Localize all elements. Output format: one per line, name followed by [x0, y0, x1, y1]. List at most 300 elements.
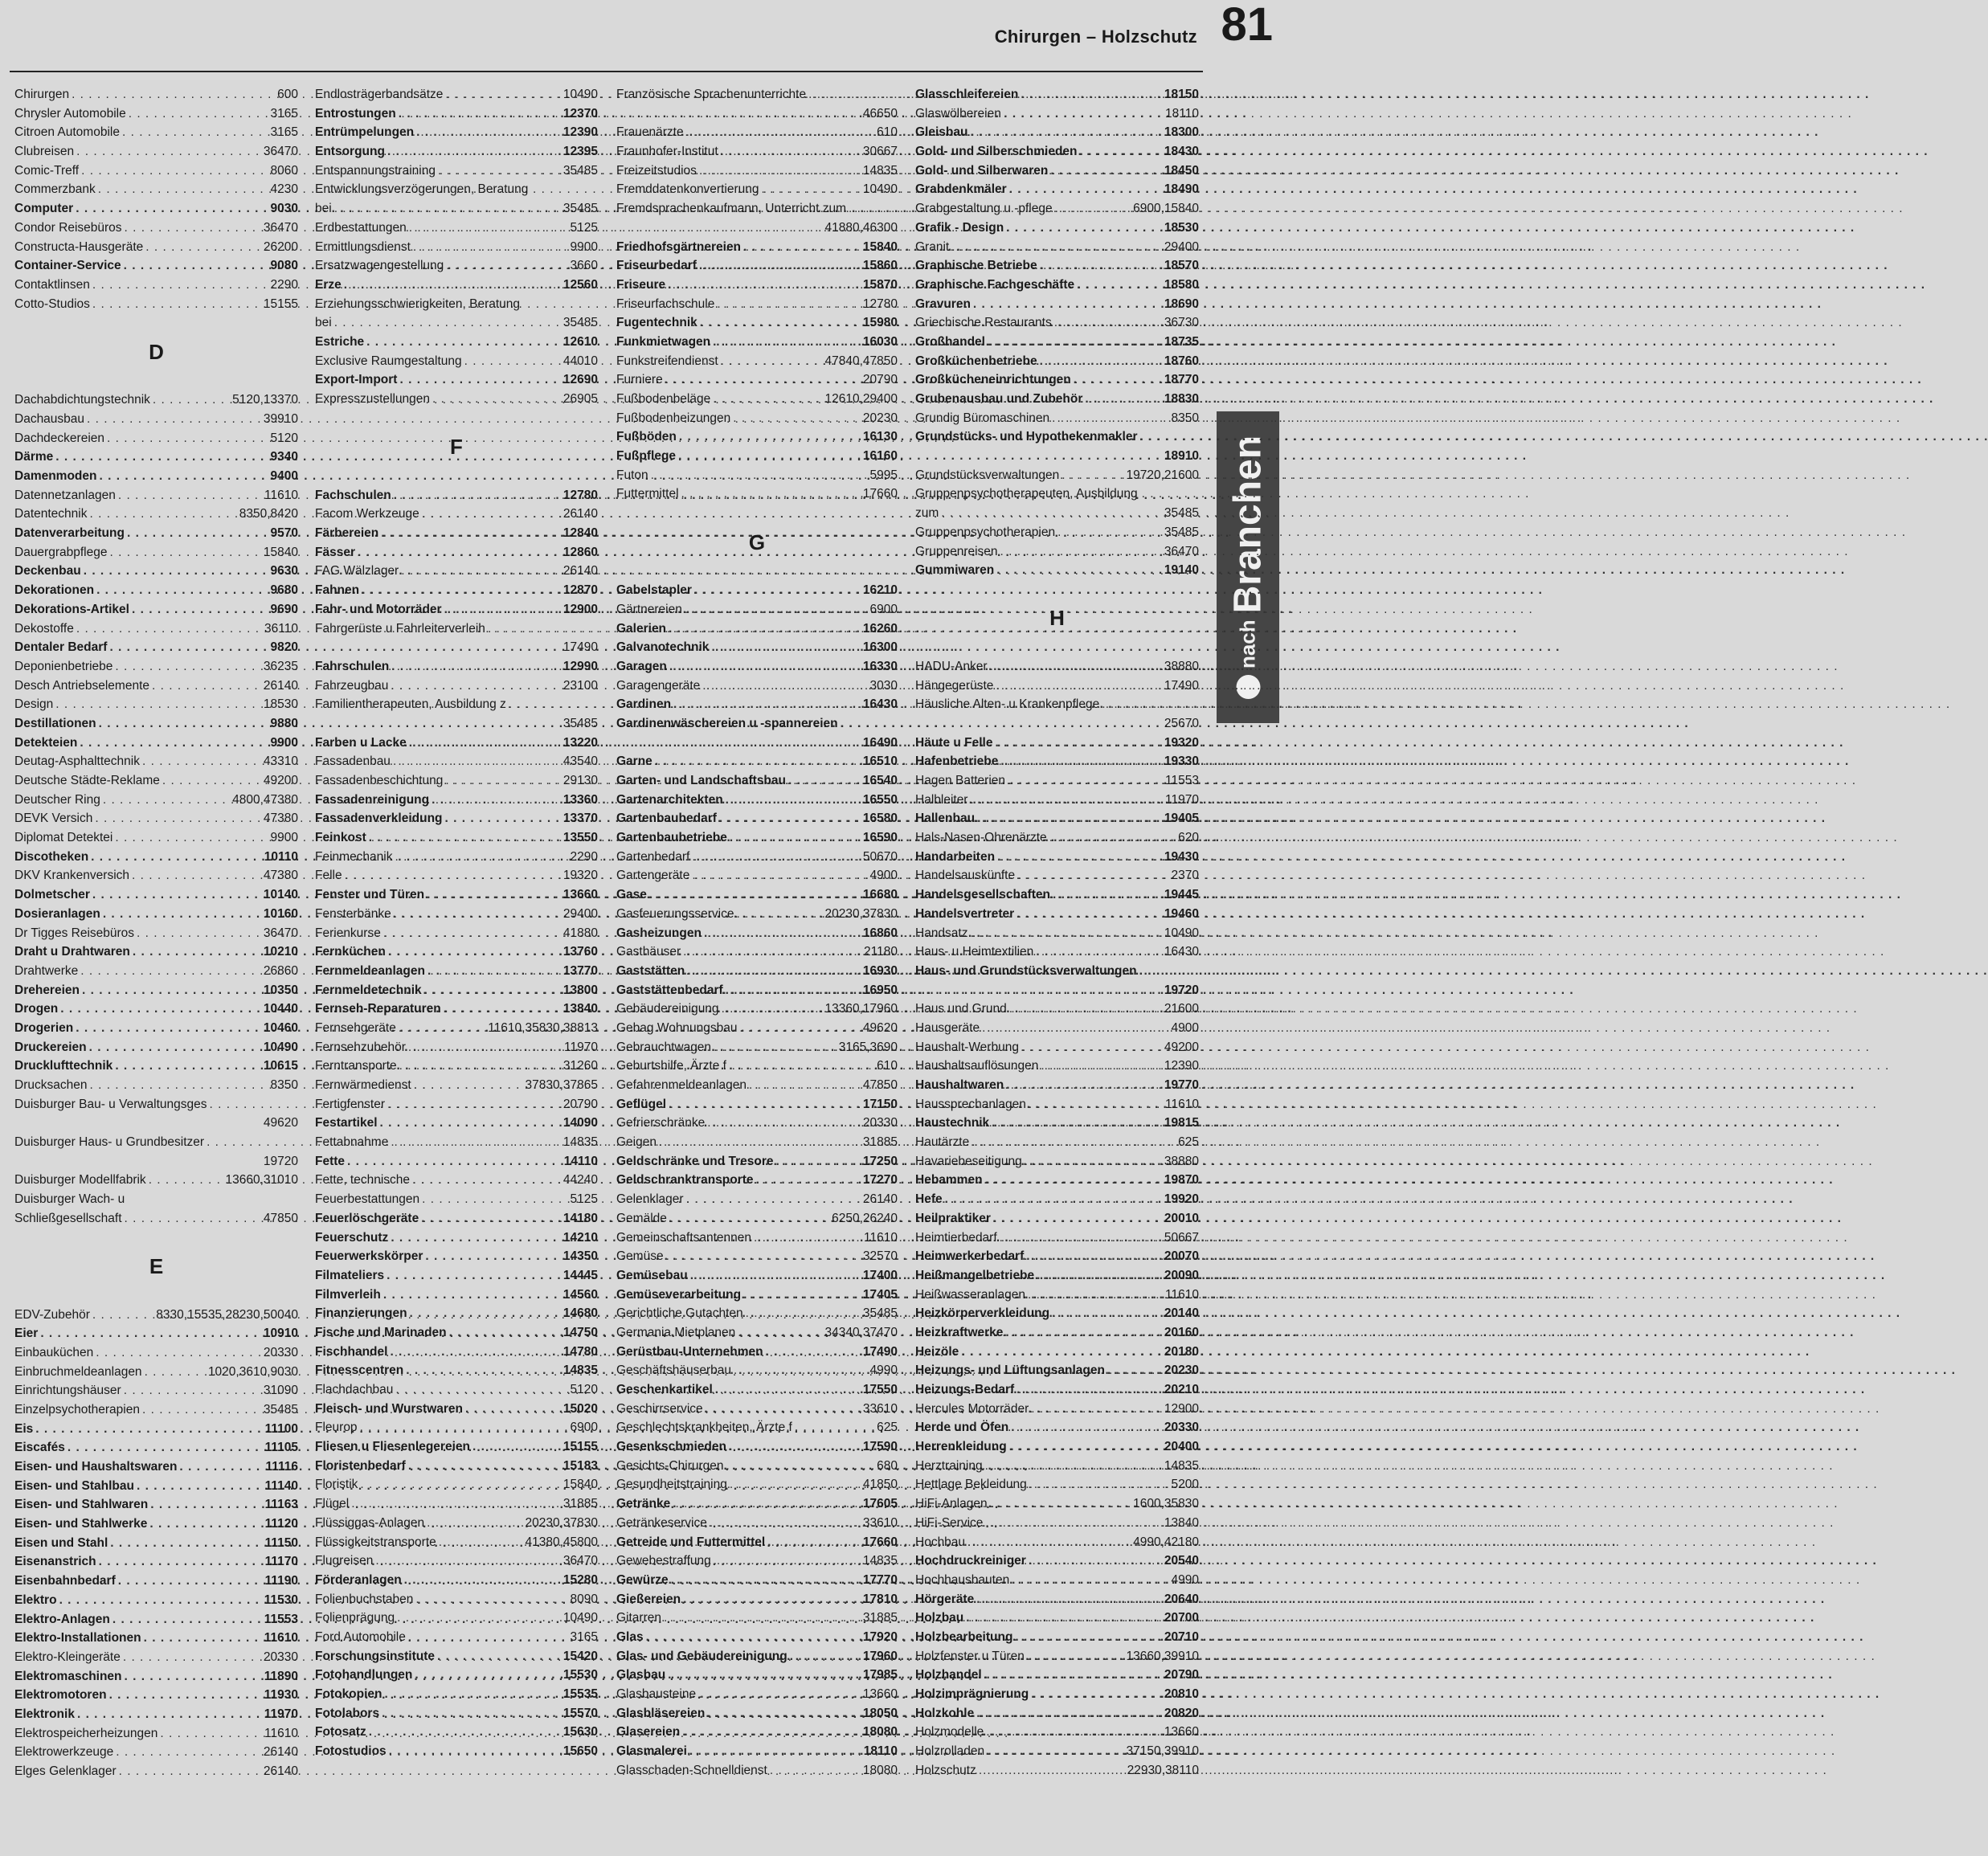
listing-code: 4990 — [1171, 1572, 1199, 1587]
listing-name: Herrenkleidung — [915, 1440, 1007, 1454]
dot-leader — [706, 1400, 861, 1419]
dot-leader — [103, 791, 230, 810]
listing-name: Container-Service — [14, 259, 121, 273]
dot-leader — [715, 1380, 861, 1400]
dot-leader — [841, 714, 895, 734]
listing-entry — [315, 1723, 598, 1742]
listing-name: Elektromotoren — [14, 1688, 107, 1703]
listing-name: Duisburger Bau- u Verwaltungsges — [14, 1097, 207, 1111]
listing-entry — [315, 809, 598, 828]
listing-code: 12690 — [562, 373, 598, 387]
listing-name: Feinmechanik — [315, 849, 393, 864]
listing-code: 20230,37830 — [824, 906, 898, 921]
listing-name: DKV Krankenversich — [14, 869, 130, 883]
listing-name: Grabgestaltung u -pflege — [915, 202, 1053, 216]
listing-code: 12610 — [562, 334, 598, 349]
listing-name: Gardinen — [616, 697, 672, 712]
listing-code: 13660 — [862, 1687, 898, 1701]
dot-leader — [409, 219, 568, 238]
dot-leader — [118, 1572, 263, 1591]
listing-name: Haus- und Grundstücksverwaltungen — [915, 963, 1137, 978]
listing-entry — [915, 1437, 1199, 1457]
listing-code: 11610 — [264, 488, 298, 502]
listing-name: Citroen Automobile — [14, 125, 120, 140]
listing-code: 19870 — [1164, 1173, 1199, 1188]
listing-name: Fernseh-Reparaturen — [315, 1002, 441, 1016]
listing-name: Glasereien — [616, 1725, 681, 1739]
listing-entry — [616, 447, 898, 466]
dot-leader — [984, 1666, 1162, 1685]
listing-code: 18770 — [1164, 373, 1199, 387]
listing-name: Folienprägung — [315, 1611, 395, 1625]
listing-name: Gase — [616, 888, 647, 902]
listing-code: 20810 — [1164, 1687, 1199, 1701]
dot-leader — [399, 370, 560, 390]
listing-code: 13370 — [562, 811, 598, 826]
listing-entry — [616, 1475, 898, 1494]
listing-name: Erze — [315, 277, 342, 292]
listing-entry — [915, 695, 1199, 714]
listing-name: Elektro-Anlagen — [14, 1612, 110, 1626]
listing-code: 44010 — [562, 354, 598, 368]
listing-code: 50670 — [862, 849, 898, 864]
listing-name: Hebammen — [915, 1173, 983, 1188]
dot-leader — [432, 791, 561, 810]
listing-name: Handelsvertreter — [915, 906, 1015, 921]
listing-name: Elektro-Installationen — [14, 1631, 141, 1645]
listing-code: 10490 — [263, 1040, 298, 1054]
listing-entry — [616, 1380, 898, 1400]
dot-leader — [95, 809, 261, 828]
listing-name: Gewebestraffung — [616, 1554, 711, 1568]
listing-entry — [315, 1514, 598, 1533]
listing-code: 18300 — [1164, 125, 1199, 140]
listing-entry — [616, 295, 898, 314]
dot-leader — [1016, 1380, 1162, 1400]
dot-leader — [1029, 1551, 1162, 1571]
listing-entry — [616, 905, 898, 924]
listing-code: 17400 — [862, 1268, 898, 1282]
listing-name: Heimwerkerbedarf — [915, 1249, 1025, 1264]
listing-name: Einrichtungshäuser — [14, 1384, 121, 1398]
listing-entry — [315, 238, 598, 257]
listing-entry — [915, 523, 1199, 542]
listing-name: Dachabdichtungstechnik — [14, 393, 150, 407]
listing-name: Dekorations-Artikel — [14, 602, 129, 616]
section-letter: H — [1049, 606, 1065, 631]
listing-name: Geburtshilfe, Ärzte f — [616, 1059, 726, 1073]
listing-name: Design — [14, 697, 54, 712]
dot-leader — [87, 410, 261, 429]
listing-name: Drehereien — [14, 983, 80, 997]
listing-entry — [915, 390, 1199, 409]
listing-code: 21600 — [1164, 1002, 1199, 1016]
listing-entry — [915, 199, 1199, 219]
listing-code: 14350 — [562, 1249, 598, 1264]
listing-code: 15840 — [862, 239, 898, 254]
listing-name: Gesenkschmieden — [616, 1440, 726, 1454]
listing-entry — [315, 1095, 598, 1114]
listing-entry — [915, 1628, 1199, 1647]
dot-leader — [210, 1095, 296, 1114]
listing-code: 11150 — [264, 1535, 298, 1550]
dot-leader — [1055, 199, 1131, 219]
listing-name: Gießereien — [616, 1592, 681, 1606]
listing-code: 8330,15535,28230,50040 — [156, 1307, 298, 1322]
listing-entry — [315, 1171, 598, 1190]
listing-code: 36470 — [263, 220, 298, 235]
listing-entry — [315, 562, 598, 581]
listing-name: Großkücheneinrichtungen — [915, 373, 1071, 387]
dot-leader — [1050, 161, 1162, 181]
tab-label-big: Branchen — [1226, 435, 1270, 614]
dot-leader — [416, 123, 561, 142]
dot-leader — [80, 734, 268, 753]
listing-name: Heißwasseranlagen — [915, 1287, 1025, 1302]
listing-entry — [915, 1361, 1199, 1380]
listing-entry — [14, 848, 298, 867]
dot-leader — [1052, 409, 1168, 428]
listing-entry — [915, 828, 1199, 848]
dot-leader — [153, 390, 230, 410]
listing-entry — [14, 1724, 298, 1744]
dot-leader — [990, 1494, 1131, 1514]
dot-leader — [389, 1742, 561, 1761]
dot-leader — [383, 924, 561, 943]
dot-leader — [721, 142, 861, 161]
listing-name: Deutsche Städte-Reklame — [14, 774, 160, 787]
listing-code: 20210 — [1164, 1383, 1199, 1396]
listing-code: 26140 — [862, 1192, 898, 1207]
listing-entry — [315, 942, 598, 962]
listing-entry — [616, 1286, 898, 1305]
listing-entry — [616, 1000, 898, 1019]
listing-name: Glasbausteine — [616, 1687, 697, 1701]
listing-name: Gummiwaren — [915, 563, 995, 578]
listing-name: Heimtierbedarf — [915, 1230, 997, 1245]
dot-leader — [681, 484, 861, 504]
dot-leader — [743, 238, 861, 257]
dot-leader — [1009, 180, 1162, 199]
listing-code: 37830,37865 — [525, 1078, 598, 1092]
listing-entry — [315, 1209, 598, 1228]
dot-leader — [721, 352, 823, 371]
listing-entry — [315, 180, 598, 199]
dot-leader — [393, 752, 561, 771]
dot-leader — [1041, 1057, 1162, 1076]
listing-code: 12370 — [562, 106, 598, 121]
listing-code: 25670 — [1164, 716, 1199, 730]
listing-name: Hettlage Bekleidung — [915, 1478, 1027, 1492]
listing-entry — [14, 581, 298, 600]
listing-code: 13760 — [562, 945, 598, 959]
dot-leader — [89, 1076, 268, 1095]
listing-entry — [915, 370, 1199, 390]
listing-name: Geschäftshäuserbau — [616, 1363, 732, 1378]
listing-name: Glasschaden-Schnelldienst — [616, 1763, 767, 1777]
dot-leader — [89, 505, 236, 524]
listing-code: 14780 — [562, 1344, 598, 1359]
listing-code: 17920 — [862, 1629, 898, 1644]
listing-name: Destillationen — [14, 716, 96, 730]
dot-leader — [67, 1438, 263, 1457]
listing-entry — [915, 1095, 1199, 1114]
listing-code: 20710 — [1164, 1629, 1199, 1644]
listing-name: Grafik - Design — [915, 220, 1004, 235]
listing-code: 9900 — [270, 831, 298, 845]
listing-name: Geschirrservice — [616, 1401, 703, 1416]
listing-name: Haushalt-Werbung — [915, 1040, 1019, 1054]
listing-code: 20540 — [1164, 1554, 1199, 1568]
listing-code: 43310 — [263, 754, 298, 769]
listing-entry — [315, 1323, 598, 1343]
listing-entry — [14, 1591, 298, 1610]
dot-leader — [1016, 905, 1162, 924]
dot-leader — [422, 505, 561, 524]
listing-name: Gerichtliche Gutachten — [616, 1306, 743, 1321]
listing-code: 20330 — [862, 1116, 898, 1130]
listing-code: 19320 — [1164, 735, 1199, 750]
listing-code: 11553 — [1165, 774, 1199, 787]
listing-entry — [616, 466, 898, 485]
dot-leader — [669, 1209, 829, 1228]
listing-code: 26200 — [263, 239, 298, 254]
listing-code: 19815 — [1164, 1116, 1199, 1130]
listing-name: Häute u Felle — [915, 735, 993, 750]
dot-leader — [406, 1361, 561, 1380]
dot-leader — [414, 1076, 523, 1095]
dot-leader — [129, 104, 268, 124]
dot-leader — [982, 1019, 1168, 1038]
dot-leader — [734, 1361, 867, 1380]
dot-leader — [334, 199, 561, 219]
listing-entry — [315, 866, 598, 885]
listing-code: 2290 — [270, 277, 298, 292]
listing-code: 9570 — [270, 526, 298, 541]
listing-code: 11610 — [264, 1631, 298, 1645]
dot-leader — [119, 1762, 261, 1781]
listing-code: 13660,31010 — [225, 1173, 298, 1188]
listing-code: 15860 — [862, 259, 898, 273]
dot-leader — [717, 295, 861, 314]
dot-leader — [410, 1304, 561, 1323]
dot-leader — [985, 1514, 1161, 1533]
listing-code: 17250 — [862, 1154, 898, 1168]
listing-code: 10350 — [263, 983, 298, 997]
listing-code: 1600,35830 — [1133, 1497, 1199, 1511]
listing-code: 26140 — [562, 507, 598, 521]
listing-entry — [14, 180, 298, 199]
listing-entry — [616, 1533, 898, 1552]
listing-entry — [616, 1095, 898, 1114]
dot-leader — [690, 1266, 861, 1286]
listing-code: 10110 — [264, 849, 298, 864]
listing-entry — [915, 1685, 1199, 1704]
listing-entry — [616, 619, 898, 639]
listing-code: 2290 — [570, 849, 598, 864]
listing-code: 9400 — [270, 469, 298, 483]
dot-leader — [91, 848, 262, 867]
listing-entry — [315, 695, 598, 714]
listing-entry — [315, 771, 598, 791]
listing-entry — [14, 410, 298, 429]
listing-name: Haushaltsauflösungen — [915, 1059, 1039, 1073]
dot-leader — [668, 1666, 861, 1685]
listing-name: Feinkost — [315, 831, 366, 845]
listing-entry — [315, 1418, 598, 1437]
listing-name: Datentechnik — [14, 507, 88, 521]
listing-entry — [14, 1000, 298, 1019]
listing-entry — [616, 752, 898, 771]
dot-leader — [659, 1133, 861, 1152]
listing-code: 4900 — [869, 869, 898, 883]
dot-leader — [1031, 1685, 1162, 1704]
listing-name: Gelenklager — [616, 1192, 684, 1207]
dot-leader — [1006, 1076, 1162, 1095]
dot-leader — [439, 1533, 523, 1552]
listing-entry — [616, 828, 898, 848]
listing-code: 11553 — [264, 1612, 298, 1626]
listing-continuation — [616, 219, 898, 238]
listing-code: 8350 — [270, 1078, 298, 1092]
dot-leader — [412, 1171, 561, 1190]
listing-name: Gitarren — [616, 1611, 661, 1625]
listing-name: Getränke — [616, 1497, 671, 1511]
dot-leader — [795, 1418, 874, 1437]
dot-leader — [388, 942, 561, 962]
listing-entry — [315, 1437, 598, 1457]
listing-entry — [315, 1647, 598, 1666]
listing-name: Drucksachen — [14, 1078, 88, 1092]
dot-leader — [714, 1038, 837, 1057]
dot-leader — [1012, 1571, 1168, 1590]
listing-entry — [14, 1306, 298, 1325]
listing-name: Holzfenster u Türen — [915, 1649, 1025, 1663]
dot-leader — [979, 1761, 1125, 1780]
listing-name: Futon — [616, 468, 648, 482]
dot-leader — [1027, 1647, 1124, 1666]
dot-leader — [988, 333, 1162, 352]
dot-leader — [1040, 352, 1162, 371]
listing-entry — [616, 313, 898, 333]
listing-name: Gartenarchitekten — [616, 792, 723, 807]
listing-code: 610 — [877, 1059, 898, 1073]
listing-code: 46650 — [862, 106, 898, 121]
dot-leader — [76, 142, 261, 161]
listing-entry — [616, 1076, 898, 1095]
dot-leader — [137, 924, 261, 943]
listing-code: 13660 — [1164, 1725, 1199, 1739]
listing-entry — [315, 828, 598, 848]
listing-name: Fertigfenster — [315, 1097, 386, 1111]
listing-name: Friseurbedarf — [616, 259, 697, 273]
listing-name: Fassadenverkleidung — [315, 811, 443, 826]
listing-name: Hagen Batterien — [915, 774, 1006, 787]
listing-code: 4800,47380 — [232, 792, 298, 807]
listing-code: 11610,35830,38813 — [488, 1020, 598, 1035]
dot-leader — [967, 1533, 1131, 1552]
listing-entry — [14, 1324, 298, 1343]
listing-code: 15535 — [562, 1687, 598, 1701]
dot-leader — [96, 581, 268, 600]
listing-name: Elektromaschinen — [14, 1669, 122, 1683]
listing-name: Haushaltwaren — [915, 1078, 1004, 1092]
listing-name: Feuerschutz — [315, 1230, 389, 1245]
listing-code: 10910 — [263, 1327, 298, 1341]
listing-code: 20330 — [263, 1650, 298, 1664]
listing-entry — [915, 1304, 1199, 1323]
listing-entry — [616, 1609, 898, 1628]
dot-leader — [671, 1571, 861, 1590]
listing-name: Flüssigkeitstransporte — [315, 1535, 436, 1549]
listing-name: Handsatz — [915, 926, 968, 940]
listing-code: 13660,39910 — [1126, 1649, 1199, 1663]
dot-leader — [76, 619, 262, 639]
listing-name: Flugreisen — [315, 1554, 374, 1568]
listing-entry — [14, 1400, 298, 1420]
listing-entry — [616, 238, 898, 257]
listing-code: 14835 — [562, 1363, 598, 1378]
listing-code: 47840,47850 — [824, 354, 898, 368]
dot-leader — [1074, 370, 1162, 390]
listing-name: Fachschulen — [315, 488, 391, 502]
listing-code: 20330 — [1164, 1421, 1199, 1435]
listing-code: 39910 — [263, 411, 298, 426]
listing-entry — [315, 1685, 598, 1704]
listing-name: Hefe — [915, 1192, 943, 1207]
listing-entry — [915, 484, 1199, 504]
listing-entry — [616, 427, 898, 447]
dot-leader — [669, 619, 861, 639]
listing-code: 13360,17960 — [824, 1002, 898, 1016]
dot-leader — [122, 123, 268, 142]
listing-name: Dr Tigges Reisebüros — [14, 926, 135, 940]
listing-entry — [14, 1038, 298, 1057]
listing-code: 15020 — [562, 1401, 598, 1416]
listing-name: Fußbodenheizungen — [616, 411, 731, 425]
dot-leader — [1037, 1266, 1162, 1286]
listing-code: 15155 — [562, 1440, 598, 1454]
listing-name: Familientherapeuten, Ausbildung z — [315, 697, 506, 712]
dot-leader — [99, 1552, 263, 1572]
listing-name: Handelsgesellschaften — [915, 888, 1050, 902]
listing-entry — [616, 600, 898, 619]
dot-leader — [985, 1457, 1162, 1476]
listing-name: Förderanlagen — [315, 1572, 402, 1587]
listing-name: Gartengeräte — [616, 869, 690, 883]
listing-entry — [315, 1400, 598, 1419]
listing-name: Flachdachbau — [315, 1383, 394, 1396]
listing-code: 34340,37470 — [824, 1325, 898, 1339]
listing-entry — [315, 581, 598, 600]
dot-leader — [849, 199, 895, 219]
listing-name: Galerien — [616, 621, 667, 636]
dot-leader — [1040, 256, 1162, 276]
dot-leader — [683, 942, 861, 962]
listing-name: Freizeitstudios — [616, 163, 697, 178]
listing-code: 19445 — [1164, 888, 1199, 902]
listing-entry — [915, 1494, 1199, 1514]
listing-entry — [915, 123, 1199, 142]
dot-leader — [369, 828, 561, 848]
listing-entry — [616, 1114, 898, 1133]
listing-code: 14835 — [1164, 1458, 1199, 1473]
listing-code: 11163 — [264, 1498, 298, 1512]
listing-entry — [915, 752, 1199, 771]
listing-name: Grundig Büromaschinen — [915, 411, 1050, 425]
listing-code: 12780 — [862, 296, 898, 311]
listing-entry — [616, 352, 898, 371]
